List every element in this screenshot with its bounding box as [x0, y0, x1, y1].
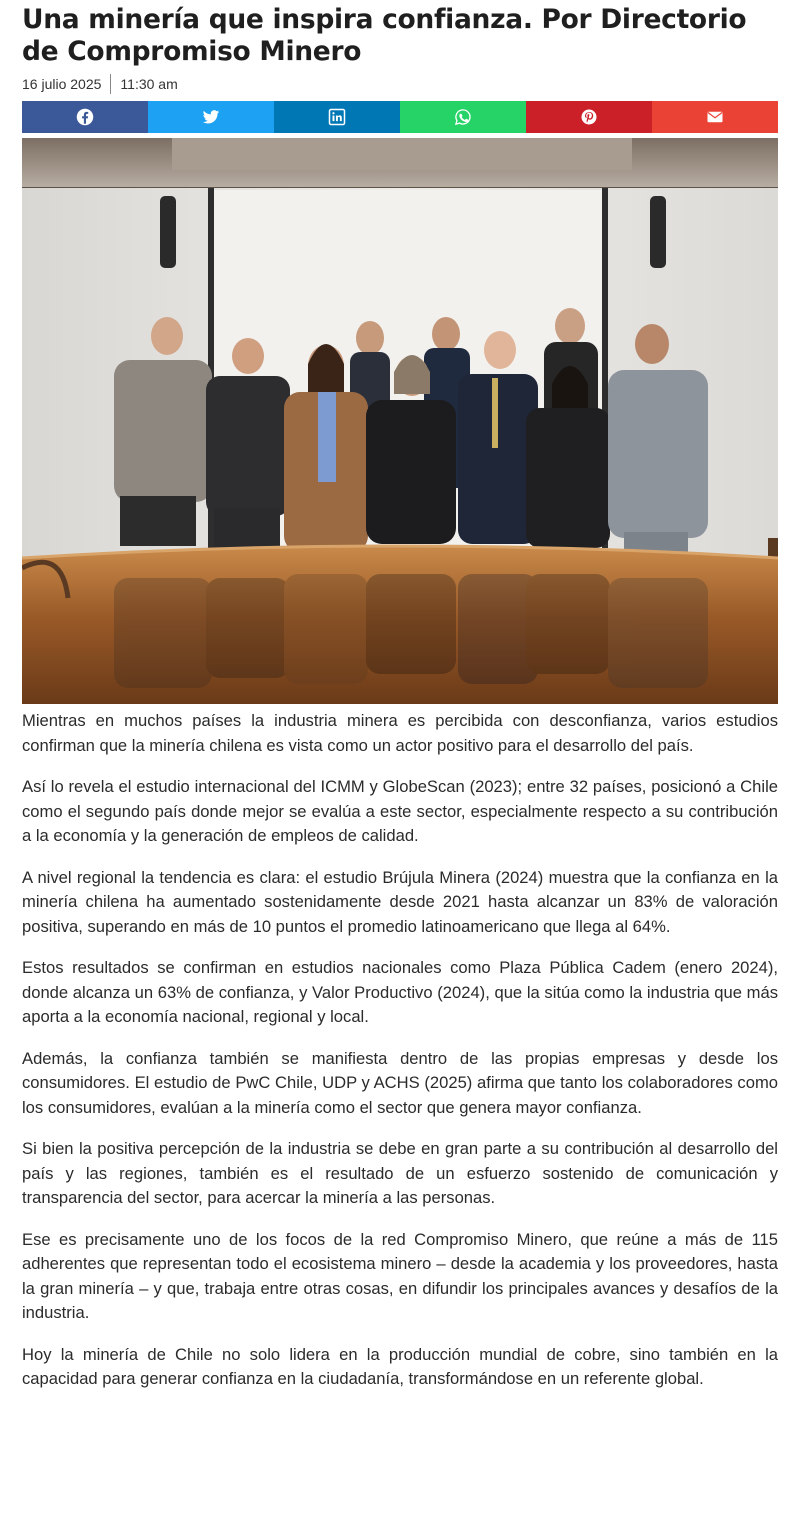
article-time: 11:30 am: [120, 76, 178, 92]
share-facebook-button[interactable]: [22, 101, 148, 133]
share-twitter-button[interactable]: [148, 101, 274, 133]
facebook-icon: [76, 108, 94, 126]
share-bar: [22, 101, 778, 133]
share-whatsapp-button[interactable]: [400, 101, 526, 133]
group-photo-illustration: [22, 138, 778, 704]
paragraph-3: A nivel regional la tendencia es clara: el estudio Brújula Minera (2024) muestra que la confianza en la minería chilena ha aumentado sostenidamente desde 2021 hasta alcanzar un 83% de valoración positiva, superando en más de 10 puntos el promedio latinoamericano que llega al 64%.: [22, 867, 778, 936]
article-photo: [22, 138, 778, 704]
linkedin-icon: [328, 108, 346, 126]
paragraph-4: Estos resultados se confirman en estudios nacionales como Plaza Pública Cadem (enero 2024), donde alcanza un 63% de confianza, y Valor Productivo (2024), que la sitúa como la industria que más aporta a la economía nacional, regional y local.: [22, 958, 778, 1026]
paragraph-2: Así lo revela el estudio internacional del ICMM y GlobeScan (2023); entre 32 países, posicionó a Chile como el segundo país donde mejor se evalúa a este sector, especialmente respecto a su contribución a la economía y la generación de empleos de calidad.: [22, 777, 778, 845]
paragraph-5: Además, la confianza también se manifiesta dentro de las propias empresas y desde los consumidores. El estudio de PwC Chile, UDP y ACHS (2025) afirma que tanto los colaboradores como los consumidores, evalúan a la minería como el sector que genera mayor confianza.: [22, 1048, 778, 1117]
pinterest-icon: [580, 108, 598, 126]
paragraph-6: Si bien la positiva percepción de la industria se debe en gran parte a su contribución al desarrollo del país y las regiones, también es el resultado de un esfuerzo sostenido de comunicación y transparencia del sector, para acercar la minería a las personas.: [22, 1139, 778, 1207]
twitter-icon: [202, 108, 220, 126]
share-pinterest-button[interactable]: [526, 101, 652, 133]
share-email-button[interactable]: [652, 101, 778, 133]
article-date: 16 julio 2025: [22, 76, 102, 92]
paragraph-1: Mientras en muchos países la industria minera es percibida con desconfianza, varios estudios confirman que la minería chilena es vista como un actor positivo para el desarrollo del país.: [22, 711, 778, 755]
share-linkedin-button[interactable]: [274, 101, 400, 133]
article-body: [22, 709, 778, 1409]
meta-divider: [110, 74, 111, 94]
article-meta: [22, 74, 178, 94]
email-icon: [706, 108, 724, 126]
whatsapp-icon: [454, 108, 472, 126]
article-title: Una minería que inspira confianza. Por Directorio de Compromiso Minero: [22, 4, 747, 67]
paragraph-7: Ese es precisamente uno de los focos de la red Compromiso Minero, que reúne a más de 115 adherentes que representan todo el ecosistema minero – desde la academia y los proveedores, hasta la gran minería – y que, trabaja entre otras cosas, en difundir los principales avances y desafíos de la industria.: [22, 1229, 778, 1322]
paragraph-8: Hoy la minería de Chile no solo lidera en la producción mundial de cobre, sino también en la capacidad para generar confianza en la ciudadanía, transformándose en un referente global.: [22, 1344, 778, 1388]
